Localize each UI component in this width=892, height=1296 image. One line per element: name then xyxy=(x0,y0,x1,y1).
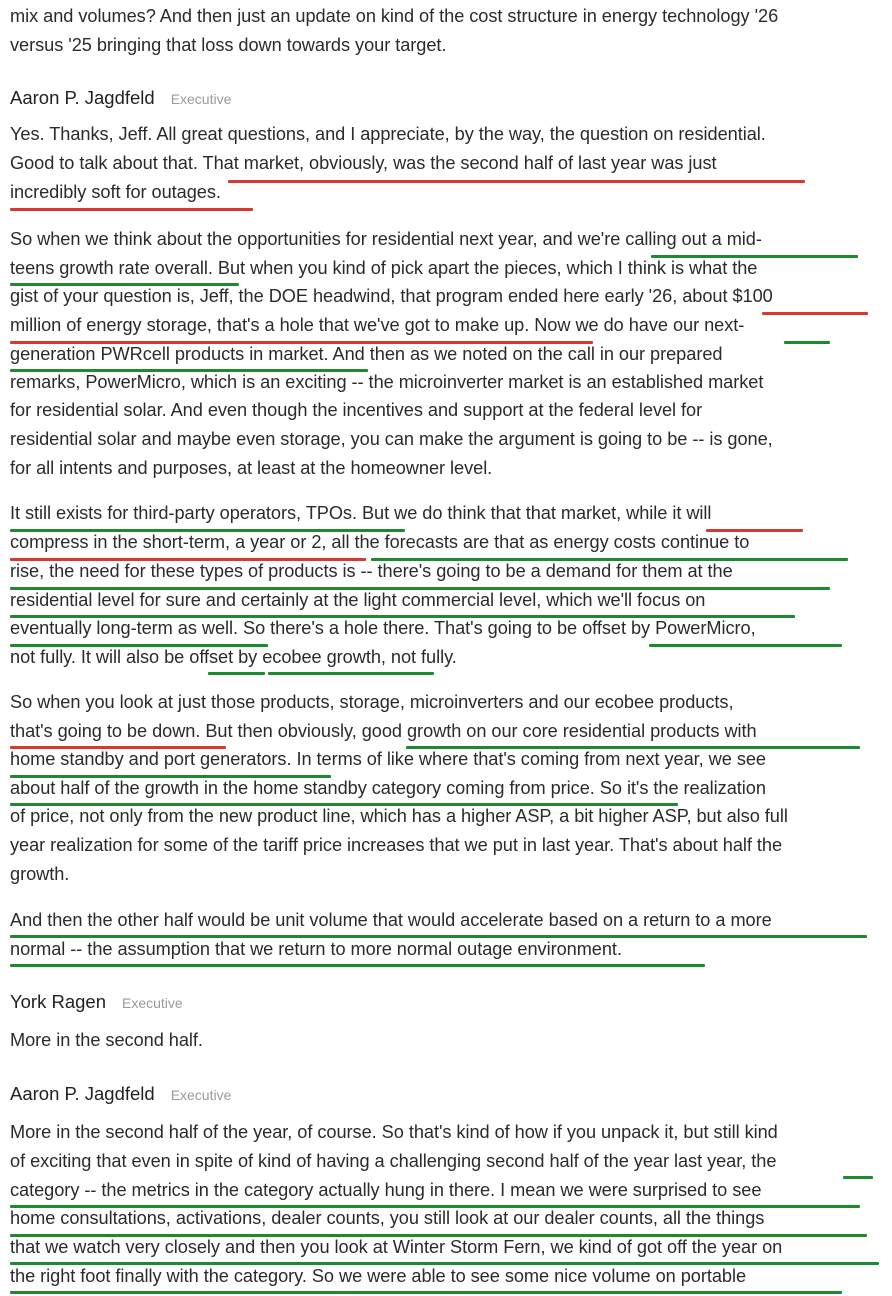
transcript-line: residential solar and maybe even storage, you can make the argument is going to be -- is gone, xyxy=(10,429,773,449)
transcript-line: about half of the growth in the home standby category coming from price. So it's the realization xyxy=(10,778,766,798)
positive-highlight-underline xyxy=(651,255,858,258)
transcript-line: normal -- the assumption that we return to more normal outage environment. xyxy=(10,939,622,959)
positive-highlight-underline xyxy=(406,746,860,749)
transcript-line: rise, the need for these types of products is -- there's going to be a demand for them at the xyxy=(10,561,733,581)
transcript-line: category -- the metrics in the category actually hung in there. I mean we were surprised to see xyxy=(10,1180,762,1200)
transcript-line: not fully. It will also be offset by ecobee growth, not fully. xyxy=(10,647,457,667)
transcript-line: home standby and port generators. In terms of like where that's coming from next year, we see xyxy=(10,749,767,769)
speaker-name: Aaron P. Jagdfeld xyxy=(10,87,155,108)
speaker-role-label: Executive xyxy=(170,1087,232,1103)
negative-highlight-underline xyxy=(228,180,805,183)
transcript-line: of price, not only from the new product line, which has a higher ASP, a bit higher ASP, but also full xyxy=(10,806,788,826)
transcript-line: So when we think about the opportunities for residential next year, and we're calling out a mid- xyxy=(10,229,762,249)
speaker-header xyxy=(10,1083,231,1105)
transcript-line: growth. xyxy=(10,864,70,884)
negative-highlight-underline xyxy=(10,208,253,211)
transcript-line: It still exists for third-party operators, TPOs. But we do think that that market, while it will xyxy=(10,503,712,523)
transcript-line: million of energy storage, that's a hole that we've got to make up. Now we do have our next- xyxy=(10,315,745,335)
positive-highlight-underline xyxy=(10,964,705,967)
positive-highlight-underline xyxy=(208,672,265,675)
speaker-role-label: Executive xyxy=(122,995,183,1011)
transcript-line: mix and volumes? And then just an update on kind of the cost structure in energy technology '26 xyxy=(10,6,779,26)
positive-highlight-underline xyxy=(10,369,368,372)
transcript-line: of exciting that even in spite of kind of having a challenging second half of the year last year, the xyxy=(10,1151,777,1171)
transcript-line: More in the second half of the year, of course. So that's kind of how if you unpack it, but still kind xyxy=(10,1122,778,1142)
negative-highlight-underline xyxy=(10,558,366,561)
negative-highlight-underline xyxy=(706,529,803,532)
transcript-line: versus '25 bringing that loss down towards your target. xyxy=(10,35,447,55)
speaker-name: York Ragen xyxy=(10,991,106,1012)
positive-highlight-underline xyxy=(10,1234,867,1237)
transcript-line: gist of your question is, Jeff, the DOE headwind, that program ended here early '26, about $100 xyxy=(10,286,773,306)
speaker-role-label: Executive xyxy=(170,91,232,107)
positive-highlight-underline xyxy=(10,935,867,938)
transcript-line: teens growth rate overall. But when you kind of pick apart the pieces, which I think is what the xyxy=(10,258,758,278)
positive-highlight-underline xyxy=(268,672,434,675)
speaker-name: Aaron P. Jagdfeld xyxy=(10,1083,155,1104)
transcript-line: More in the second half. xyxy=(10,1030,203,1050)
positive-highlight-underline xyxy=(10,803,678,806)
positive-highlight-underline xyxy=(843,1176,873,1179)
positive-highlight-underline xyxy=(10,1205,860,1208)
positive-highlight-underline xyxy=(10,283,239,286)
transcript-line: for residential solar. And even though the incentives and support at the federal level for xyxy=(10,400,703,420)
transcript-line: that's going to be down. But then obviously, good growth on our core residential products with xyxy=(10,721,757,741)
positive-highlight-underline xyxy=(10,644,268,647)
positive-highlight-underline xyxy=(10,1262,879,1265)
transcript-line: compress in the short-term, a year or 2, all the forecasts are that as energy costs continue to xyxy=(10,532,750,552)
transcript-line: for all intents and purposes, at least at the homeowner level. xyxy=(10,458,493,478)
positive-highlight-underline xyxy=(10,1291,842,1294)
positive-highlight-underline xyxy=(10,587,830,590)
negative-highlight-underline xyxy=(10,341,593,344)
positive-highlight-underline xyxy=(10,529,405,532)
positive-highlight-underline xyxy=(784,341,830,344)
transcript-line: So when you look at just those products, storage, microinverters and our ecobee products, xyxy=(10,692,734,712)
transcript-line: that we watch very closely and then you look at Winter Storm Fern, we kind of got off the year on xyxy=(10,1237,783,1257)
transcript-line: incredibly soft for outages. xyxy=(10,182,221,202)
positive-highlight-underline xyxy=(371,558,848,561)
speaker-header xyxy=(10,991,183,1013)
transcript-line: generation PWRcell products in market. And then as we noted on the call in our prepared xyxy=(10,344,723,364)
transcript-line: Good to talk about that. That market, obviously, was the second half of last year was just xyxy=(10,153,717,173)
transcript-line: Yes. Thanks, Jeff. All great questions, and I appreciate, by the way, the question on residential. xyxy=(10,124,766,144)
positive-highlight-underline xyxy=(10,775,331,778)
transcript-line: remarks, PowerMicro, which is an exciting -- the microinverter market is an established market xyxy=(10,372,764,392)
negative-highlight-underline xyxy=(10,746,226,749)
transcript-line: home consultations, activations, dealer counts, you still look at our dealer counts, all the things xyxy=(10,1208,765,1228)
transcript-line: residential level for sure and certainly at the light commercial level, which we'll focus on xyxy=(10,590,706,610)
positive-highlight-underline xyxy=(649,644,842,647)
transcript-line: eventually long-term as well. So there's a hole there. That's going to be offset by PowerMicro, xyxy=(10,618,756,638)
positive-highlight-underline xyxy=(10,615,795,618)
transcript-line: And then the other half would be unit volume that would accelerate based on a return to a more xyxy=(10,910,772,930)
speaker-header xyxy=(10,87,231,109)
negative-highlight-underline xyxy=(762,312,868,315)
transcript-line: the right foot finally with the category. So we were able to see some nice volume on portable xyxy=(10,1266,747,1286)
transcript-line: year realization for some of the tariff price increases that we put in last year. That's about half the xyxy=(10,835,783,855)
